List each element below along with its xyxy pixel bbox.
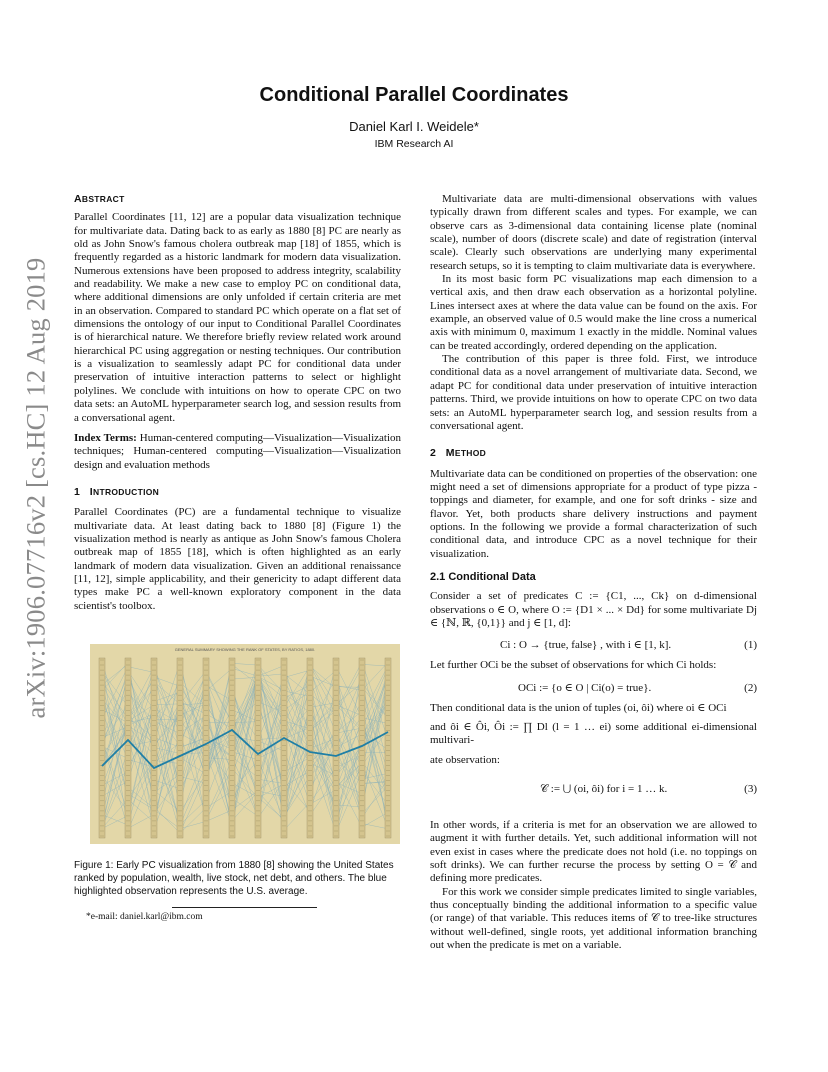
conditional-para-5: For this work we consider simple predicates limited to single variables, thus conceptually binding the additional information to a specific value (or range) of that variable. This reduces items of 𝒞 to tree-like structures without well-defined, single roots, yet additional information branching out when the predicate is met on a variable.	[430, 885, 757, 952]
conditional-para-3b: and ôi ∈ Ôi, Ôi := ∏ Dl (l = 1 … ei) some additional ei-dimensional multivari-	[430, 721, 757, 747]
figure-caption: Figure 1: Early PC visualization from 1880 [8] showing the United States ranked by population, wealth, live stock, net debt, and others. The blue highlighted observation represents the U.S. average.	[74, 860, 394, 897]
conditional-para-3c: ate observation:	[430, 753, 500, 766]
index-terms-label: Index Terms:	[74, 431, 137, 444]
method-para: Multivariate data can be conditioned on properties of the observation: one might need a set of dimensions appropriate for a product of type pizza - toppings and diameter, for example, and one for soft drinks - size and flavor. Yet, both products share delivery instructions and payment options. In the following we provide a formal characterization of such conditional data, and introduce CPC as a novel technique for their visualization.	[430, 467, 757, 560]
figure-1-image	[90, 644, 400, 844]
conditional-para-2: Let further OCi be the subset of observations for which Ci holds:	[430, 659, 717, 672]
conditional-para-4: In other words, if a criteria is met for an observation we are allowed to augment it with further details. Yet, such additional information will not even exist in cases where the predicate does not hold (i.e. no toppings on soft drinks). We can further recurse the process by setting O = 𝒞 and defining more predicates.	[430, 819, 757, 885]
abstract-text: Parallel Coordinates [11, 12] are a popular data visualization technique for multivariate data. Dating back to as early as 1880 [8] PC are nearly as old as John Snow's famous cholera outbreak map [18] of 1855, which is frequently regarded as a historic landmark for modern data visualization. Numerous extensions have been proposed to address integrity, scalability and readability. We make a new case to employ PC on conditional data, where additional dimensions are only unfolded if certain criteria are met in an observation. Compared to standard PC which operate on a flat set of dimensions the ontology of our input to Conditional Parallel Coordinates is of hierarchical nature. We therefore briefly review related work around hierarchical PC using aggregation or nesting techniques. Our contribution is a visualization to seamlessly adapt PC for conditional data under preservation of intuitive interaction patterns to select or highlight polylines. We conclude with intuitions on how to operate CPC on two data sets: an AutoML hyperparameter search log, and session results from a conversational agent.	[74, 211, 401, 424]
equation-1	[430, 639, 757, 655]
subsection-heading: 2.1 Conditional Data	[430, 570, 536, 583]
index-terms-text: Human-centered computing—Visualization—Visualization techniques; Human-centered computing—Visualization—Visualization design and evaluation methods	[74, 431, 401, 471]
method-heading: 2 METHOD	[430, 447, 487, 460]
intro-text: Parallel Coordinates (PC) are a fundamental technique to visualize multivariate data. At least dating back to 1880 [8] (Figure 1) the visualization method is nearly as antique as John Snow's famous Cholera outbreak map of 1855 [18], which is often highlighted as an early landmark of modern data visualization. Given an additional renaissance [11, 12], simple applicability, and their genericity to adapt different data types make PC a well-known exploratory component in the data scientist's toolbox.	[74, 506, 401, 612]
paper-affiliation: IBM Research AI	[374, 138, 454, 150]
equation-2	[430, 682, 757, 698]
figure-header: GENERAL SUMMARY SHOWING THE RANK OF STATES, BY RATIOS, 1880.	[174, 647, 316, 652]
index-terms	[74, 432, 401, 472]
equation-3	[430, 783, 757, 799]
conditional-para-3a: Then conditional data is the union of tuples (oi, ôi) where oi ∈ OCi	[430, 701, 727, 714]
equation-3-body: 𝒞 := ⋃ (oi, ôi) for i = 1 … k.	[540, 783, 668, 796]
paper-title: Conditional Parallel Coordinates	[259, 84, 569, 106]
equation-3-number: (3)	[744, 783, 757, 796]
right-para-2: In its most basic form PC visualizations map each dimension to a vertical axis, and then draw each observation as a horizontal polyline. Lines intersect axes at where the data value can be found on the axis. For example, an observed value of 0.5 would make the line cross a numerical axis with minimum 0, maximum 1 exactly in the middle. Nominal values can be treated accordingly, ordered depending on the application.	[430, 273, 757, 352]
equation-1-number: (1)	[744, 639, 757, 652]
abstract-heading: ABSTRACT	[74, 193, 125, 205]
equation-2-body: OCi := {o ∈ O | Ci(o) = true}.	[518, 681, 652, 694]
paper-author: Daniel Karl I. Weidele*	[349, 119, 479, 134]
figure-1	[90, 644, 400, 844]
arxiv-stamp-text: arXiv:1906.07716v2 [cs.HC] 12 Aug 2019	[20, 257, 51, 719]
arxiv-stamp	[16, 257, 56, 719]
right-para-1: Multivariate data are multi-dimensional observations with values typically drawn from different scales and types. For example, we can observe cars as 3-dimensional data containing license plate (nominal scale), number of doors (discrete scale) and date of registration (interval scale). Clearly such observations are underlying many experimental research setups, so it is tempting to claim multivariate data is everywhere.	[430, 193, 757, 272]
left-column	[74, 193, 401, 613]
footnote: *e-mail: daniel.karl@ibm.com	[86, 912, 203, 922]
footnote-rule	[172, 907, 317, 908]
equation-2-number: (2)	[744, 681, 757, 694]
right-column	[430, 193, 757, 952]
equation-1-body: Ci : O → {true, false} , with i ∈ [1, k].	[500, 639, 672, 652]
conditional-para-1: Consider a set of predicates C := {C1, ..., Ck} on d-dimensional observations o ∈ O, where O := {D1 × ... × Dd} for some multivariate Dj ∈ {ℕ, ℝ, {0,1}} and j ∈ [1, d]:	[430, 590, 757, 629]
right-para-3: The contribution of this paper is three fold. First, we introduce conditional data as a novel arrangement of multivariate data. Second, we adapt PC for conditional data under preservation of intuitive interaction patterns. Third, we provide intuitions on how to operate CPC on two data sets: an AutoML hyperparameter search log, and session results from a conversational agent.	[430, 353, 757, 432]
intro-heading: 1 INTRODUCTION	[74, 485, 160, 498]
